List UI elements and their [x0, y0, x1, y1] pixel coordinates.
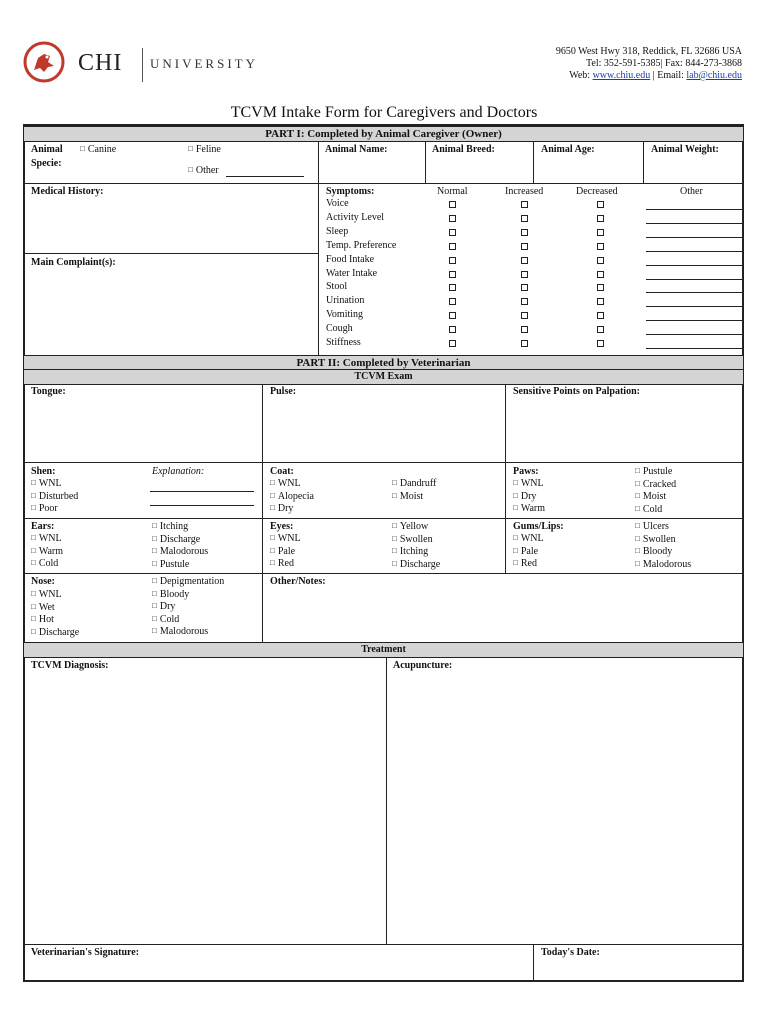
sensitive-points-label: Sensitive Points on Palpation: — [513, 386, 640, 397]
nose-option-checkbox[interactable]: □ Hot — [31, 614, 54, 626]
normal-checkbox[interactable] — [449, 284, 456, 291]
nose-option-checkbox[interactable]: □ Malodorous — [152, 626, 208, 638]
shen-option-checkbox[interactable]: □ Disturbed — [31, 491, 78, 503]
other-symptom-line[interactable] — [646, 251, 742, 252]
other-symptom-line[interactable] — [646, 334, 742, 335]
increased-checkbox[interactable] — [521, 215, 528, 222]
eyes-option-checkbox[interactable]: □ Itching — [392, 546, 428, 558]
other-specie-line[interactable] — [226, 176, 304, 177]
nose-option-checkbox[interactable]: □ Discharge — [31, 627, 79, 639]
gums-label: Gums/Lips: — [513, 521, 564, 532]
logo-divider — [142, 48, 143, 82]
ears-option-checkbox[interactable]: □ Discharge — [152, 534, 200, 546]
gums-option-checkbox[interactable]: □ Red — [513, 558, 537, 570]
other-symptom-line[interactable] — [646, 279, 742, 280]
symptom-label: Sleep — [326, 226, 349, 237]
normal-checkbox[interactable] — [449, 257, 456, 264]
symptom-label: Vomiting — [326, 309, 364, 320]
phone: Tel: 352-591-5385| Fax: 844-273-3868 — [585, 58, 742, 69]
web-label: Web: — [569, 70, 591, 81]
todays-date-label: Today's Date: — [541, 947, 600, 958]
decreased-checkbox[interactable] — [597, 271, 604, 278]
normal-checkbox[interactable] — [449, 298, 456, 305]
nose-option-checkbox[interactable]: □ Cold — [152, 614, 179, 626]
other-symptom-line[interactable] — [646, 320, 742, 321]
other-symptom-line[interactable] — [646, 306, 742, 307]
part2-title: PART II: Completed by Veterinarian — [24, 355, 743, 370]
nose-option-checkbox[interactable]: □ Dry — [152, 601, 175, 613]
paws-option-checkbox[interactable]: □ Pustule — [635, 466, 672, 478]
col-normal: Normal — [437, 186, 468, 197]
logo-word: UNIVERSITY — [150, 56, 258, 71]
gums-option-checkbox[interactable]: □ Swollen — [635, 534, 676, 546]
increased-checkbox[interactable] — [521, 257, 528, 264]
animal-label: Animal — [31, 144, 63, 155]
web-email-line — [556, 70, 742, 82]
normal-checkbox[interactable] — [449, 215, 456, 222]
normal-checkbox[interactable] — [449, 201, 456, 208]
col-other: Other — [680, 186, 703, 197]
other-symptom-line[interactable] — [646, 237, 742, 238]
decreased-checkbox[interactable] — [597, 284, 604, 291]
eyes-option-checkbox[interactable]: □ Red — [270, 558, 294, 570]
pulse-label: Pulse: — [270, 386, 297, 397]
address: 9650 West Hwy 318, Reddick, FL 32686 USA — [555, 46, 742, 57]
normal-checkbox[interactable] — [449, 229, 456, 236]
ears-option-checkbox[interactable]: □ Cold — [31, 558, 58, 570]
coat-option-checkbox[interactable]: □ WNL — [270, 478, 301, 490]
eyes-option-checkbox[interactable]: □ Pale — [270, 546, 295, 558]
tcvm-diagnosis-label: TCVM Diagnosis: — [31, 660, 109, 671]
chi-logo-icon — [22, 40, 66, 84]
other-symptom-line[interactable] — [646, 292, 742, 293]
ears-option-checkbox[interactable]: □ Malodorous — [152, 546, 208, 558]
gums-option-checkbox[interactable]: □ Bloody — [635, 546, 672, 558]
symptom-label: Stiffness — [326, 337, 361, 348]
increased-checkbox[interactable] — [521, 312, 528, 319]
eyes-option-checkbox[interactable]: □ Yellow — [392, 521, 428, 533]
shen-explanation: Explanation: — [152, 466, 205, 477]
increased-checkbox[interactable] — [521, 284, 528, 291]
canine-checkbox[interactable]: □ Canine — [80, 144, 116, 156]
eyes-label: Eyes: — [270, 521, 294, 532]
vet-signature-label: Veterinarian's Signature: — [31, 947, 140, 958]
nose-label: Nose: — [31, 576, 55, 587]
decreased-checkbox[interactable] — [597, 201, 604, 208]
decreased-checkbox[interactable] — [597, 298, 604, 305]
coat-option-checkbox[interactable]: □ Dry — [270, 503, 293, 515]
increased-checkbox[interactable] — [521, 326, 528, 333]
decreased-checkbox[interactable] — [597, 257, 604, 264]
tcvm-exam-title: TCVM Exam — [24, 369, 743, 385]
normal-checkbox[interactable] — [449, 243, 456, 250]
email-link[interactable]: lab@chiu.edu — [686, 70, 742, 81]
increased-checkbox[interactable] — [521, 243, 528, 250]
web-link[interactable]: www.chiu.edu — [592, 70, 651, 81]
symptom-label: Food Intake — [326, 254, 375, 265]
decreased-checkbox[interactable] — [597, 326, 604, 333]
nose-option-checkbox[interactable]: □ Bloody — [152, 589, 189, 601]
normal-checkbox[interactable] — [449, 340, 456, 347]
shen-option-checkbox[interactable]: □ WNL — [31, 478, 62, 490]
increased-checkbox[interactable] — [521, 201, 528, 208]
nose-option-checkbox[interactable]: □ WNL — [31, 589, 62, 601]
coat-option-checkbox[interactable]: □ Alopecia — [270, 491, 314, 503]
form-title: TCVM Intake Form for Caregivers and Doctors — [230, 104, 538, 121]
paws-label: Paws: — [513, 466, 539, 477]
part1-title: PART I: Completed by Animal Caregiver (Owner) — [24, 126, 743, 142]
ears-option-checkbox[interactable]: □ Pustule — [152, 559, 189, 571]
symptom-label: Voice — [326, 198, 349, 209]
other-symptom-line[interactable] — [646, 265, 742, 266]
other-symptom-line[interactable] — [646, 348, 742, 349]
animal-weight-label: Animal Weight: — [651, 144, 719, 155]
paws-option-checkbox[interactable]: □ Dry — [513, 491, 536, 503]
ears-option-checkbox[interactable]: □ WNL — [31, 533, 62, 545]
paws-option-checkbox[interactable]: □ Moist — [635, 491, 666, 503]
symptom-label: Cough — [326, 323, 353, 334]
eyes-option-checkbox[interactable]: □ Swollen — [392, 534, 433, 546]
gums-option-checkbox[interactable]: □ Ulcers — [635, 521, 669, 533]
animal-age-label: Animal Age: — [541, 144, 595, 155]
decreased-checkbox[interactable] — [597, 312, 604, 319]
other-symptom-line[interactable] — [646, 223, 742, 224]
decreased-checkbox[interactable] — [597, 215, 604, 222]
paws-option-checkbox[interactable]: □ Warm — [513, 503, 545, 515]
email-label: | Email: — [652, 70, 684, 81]
normal-checkbox[interactable] — [449, 326, 456, 333]
normal-checkbox[interactable] — [449, 312, 456, 319]
other-symptom-line[interactable] — [646, 209, 742, 210]
logo-name: CHI — [78, 50, 123, 76]
symptom-label: Activity Level — [326, 212, 385, 223]
increased-checkbox[interactable] — [521, 340, 528, 347]
ears-option-checkbox[interactable]: □ Warm — [31, 546, 63, 558]
coat-option-checkbox[interactable]: □ Moist — [392, 491, 423, 503]
tongue-label: Tongue: — [31, 386, 66, 397]
decreased-checkbox[interactable] — [597, 340, 604, 347]
treatment-title: Treatment — [24, 642, 743, 658]
animal-name-label: Animal Name: — [325, 144, 388, 155]
symptom-label: Urination — [326, 295, 365, 306]
col-decreased: Decreased — [576, 186, 618, 197]
animal-breed-label: Animal Breed: — [432, 144, 495, 155]
shen-option-checkbox[interactable]: □ Poor — [31, 503, 58, 515]
gums-option-checkbox[interactable]: □ Pale — [513, 546, 538, 558]
other-notes-label: Other/Notes: — [270, 576, 326, 587]
medical-history-label: Medical History: — [31, 186, 104, 197]
paws-option-checkbox[interactable]: □ Cold — [635, 504, 662, 516]
ears-option-checkbox[interactable]: □ Itching — [152, 521, 188, 533]
contact-block — [556, 46, 742, 82]
symptom-label: Water Intake — [326, 268, 378, 279]
eyes-option-checkbox[interactable]: □ WNL — [270, 533, 301, 545]
normal-checkbox[interactable] — [449, 271, 456, 278]
paws-option-checkbox[interactable]: □ WNL — [513, 478, 544, 490]
logo — [22, 38, 282, 90]
specie-label: Specie: — [31, 158, 62, 169]
increased-checkbox[interactable] — [521, 298, 528, 305]
symptom-label: Temp. Preference — [326, 240, 397, 251]
nose-option-checkbox[interactable]: □ Depigmentation — [152, 576, 224, 588]
coat-label: Coat: — [270, 466, 294, 477]
shen-explanation-line-2[interactable] — [150, 505, 254, 506]
main-complaints-label: Main Complaint(s): — [31, 257, 116, 268]
increased-checkbox[interactable] — [521, 271, 528, 278]
decreased-checkbox[interactable] — [597, 229, 604, 236]
col-increased: Increased — [505, 186, 544, 197]
coat-option-checkbox[interactable]: □ Dandruff — [392, 478, 436, 490]
ears-label: Ears: — [31, 521, 55, 532]
other-checkbox[interactable]: □ Other — [188, 165, 219, 177]
shen-label: Shen: — [31, 466, 56, 477]
nose-option-checkbox[interactable]: □ Wet — [31, 602, 55, 614]
shen-explanation-line-1[interactable] — [150, 491, 254, 492]
decreased-checkbox[interactable] — [597, 243, 604, 250]
increased-checkbox[interactable] — [521, 229, 528, 236]
eyes-option-checkbox[interactable]: □ Discharge — [392, 559, 440, 571]
acupuncture-label: Acupuncture: — [393, 660, 453, 671]
gums-option-checkbox[interactable]: □ Malodorous — [635, 559, 691, 571]
paws-option-checkbox[interactable]: □ Cracked — [635, 479, 676, 491]
gums-option-checkbox[interactable]: □ WNL — [513, 533, 544, 545]
symptoms-label: Symptoms: — [326, 186, 375, 197]
feline-checkbox[interactable]: □ Feline — [188, 144, 221, 156]
symptom-label: Stool — [326, 281, 348, 292]
